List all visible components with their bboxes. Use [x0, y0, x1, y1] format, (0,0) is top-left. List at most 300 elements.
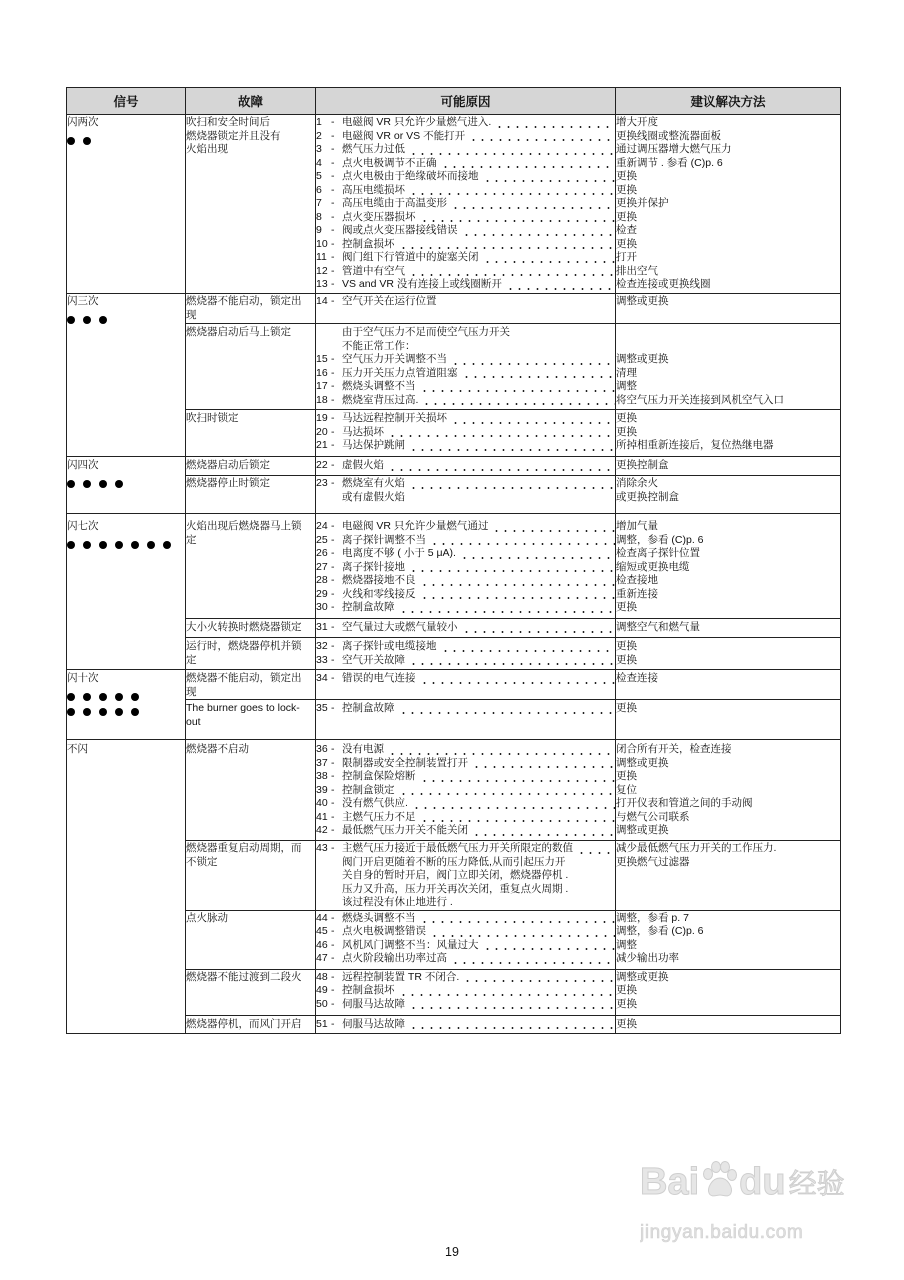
cause-number: 21: [316, 439, 328, 451]
fault-row: [67, 670, 841, 700]
cause-item: [316, 797, 615, 811]
dot-leader: [441, 650, 616, 652]
cause-separator: -: [331, 560, 335, 573]
solution-line: 增大开度: [616, 116, 658, 128]
fault-line: 大小火转换时燃烧器锁定: [186, 621, 302, 633]
fault-cell: [186, 700, 316, 740]
cause-separator: -: [331, 952, 335, 964]
cause-item: [316, 426, 615, 440]
flash-dot: [83, 137, 91, 145]
cause-number: 46: [316, 938, 328, 951]
flash-dots: [67, 316, 185, 324]
fault-line: 燃烧器不启动: [186, 743, 249, 755]
flash-dot: [99, 316, 107, 324]
solution-line: 更换线圈或整流器面板: [616, 129, 721, 142]
cause-number: 9: [316, 224, 322, 236]
cause-number: 25: [316, 533, 328, 546]
blank-line: [616, 326, 840, 340]
cause-separator: -: [331, 156, 335, 169]
dot-leader: [420, 584, 616, 586]
fault-line: 吹扫和安全时间后: [186, 116, 270, 128]
dot-leader: [412, 807, 615, 809]
cause-number: 4: [316, 156, 322, 169]
cause-text: 没有燃气供应.: [342, 797, 408, 809]
cause-cell: [316, 700, 616, 740]
cause-text: 风机风门调整不当：风量过大: [342, 938, 479, 951]
flash-dot: [67, 137, 75, 145]
cause-number: 43: [316, 842, 328, 854]
flash-dot: [83, 541, 91, 549]
cause-number: 17: [316, 380, 328, 392]
cause-separator: -: [331, 520, 335, 532]
dot-leader: [409, 274, 615, 276]
signal-cell: [67, 514, 186, 670]
cause-cell: [316, 410, 616, 457]
dot-leader: [472, 766, 615, 768]
cause-item: [316, 574, 615, 588]
cause-separator: -: [331, 533, 335, 546]
cause-number: 1: [316, 116, 322, 128]
dot-leader: [420, 597, 616, 599]
solution-line: 更换: [616, 412, 637, 424]
cause-number: 42: [316, 824, 328, 836]
fault-line: 火焰出现: [186, 143, 228, 155]
cause-separator: -: [331, 810, 335, 823]
cause-text: 点火阶段输出功率过高: [342, 952, 447, 964]
fault-line: 燃烧器停止时锁定: [186, 477, 270, 489]
fault-row: [67, 457, 841, 476]
cause-cell: [316, 969, 616, 1015]
cause-separator: -: [331, 547, 335, 559]
flash-dot: [67, 316, 75, 324]
solution-line: 增加气量: [616, 520, 658, 532]
cause-separator: -: [331, 210, 335, 223]
cause-item: [316, 672, 615, 686]
cause-text: 压力开关压力点管道阻塞: [342, 366, 458, 379]
cause-number: 41: [316, 810, 328, 823]
cause-separator: -: [331, 743, 335, 755]
cause-number: 26: [316, 547, 328, 559]
cause-item: [316, 477, 615, 491]
cause-number: 44: [316, 911, 328, 924]
cause-item: [316, 601, 615, 615]
cause-item: [316, 952, 615, 966]
cause-number: 36: [316, 743, 328, 755]
cause-number: 10: [316, 237, 328, 250]
cause-item: [316, 353, 615, 367]
cause-text: 控制盒锁定: [342, 783, 395, 796]
cause-separator: -: [331, 295, 335, 307]
cause-number: 2: [316, 129, 322, 142]
cause-item: [316, 534, 615, 548]
dot-leader: [409, 449, 615, 451]
dot-leader: [460, 557, 615, 559]
flash-dot: [131, 541, 139, 549]
dot-leader: [451, 422, 615, 424]
cause-text: 离子探针调整不当: [342, 533, 426, 546]
cause-text: 空气开关在运行位置: [342, 295, 437, 307]
flash-dots: [67, 480, 185, 488]
cause-text: 限制器或安全控制装置打开: [342, 756, 468, 769]
dot-leader: [462, 631, 616, 633]
solution-line: 重新调节 . 参看 (C)p. 6: [616, 156, 723, 169]
fault-line: 运行时，燃烧器停机并锁: [186, 640, 302, 652]
cause-separator: -: [331, 587, 335, 600]
cause-text: 控制盒故障: [342, 702, 395, 714]
solution-cell: [616, 324, 841, 410]
page-number: 19: [445, 1245, 459, 1259]
signal-label: 闪三次: [67, 295, 99, 307]
cause-item: [316, 547, 615, 561]
cause-text: 高压电缆损坏: [342, 183, 405, 196]
cause-item: [316, 770, 615, 784]
solution-line: 更换: [616, 425, 637, 438]
cause-cell: [316, 740, 616, 841]
cause-separator: -: [331, 353, 335, 365]
cause-separator: -: [331, 601, 335, 613]
cause-text: 燃烧头调整不当: [342, 380, 416, 392]
solution-line: 调整或更换: [616, 353, 669, 365]
signal-label: 不闪: [67, 743, 88, 755]
cause-number: 30: [316, 601, 328, 613]
dot-leader: [492, 530, 615, 532]
cause-item: [316, 143, 615, 157]
solution-line: 重新连接: [616, 587, 658, 600]
solution-cell: [616, 410, 841, 457]
solution-line: 减少最低燃气压力开关的工作压力.: [616, 842, 777, 854]
cause-separator: -: [331, 116, 335, 128]
cause-separator: -: [331, 278, 335, 290]
cause-item: [316, 784, 615, 798]
fault-line: 火焰出现后燃烧器马上锁: [186, 520, 302, 532]
solution-line: 清理: [616, 366, 637, 379]
paw-icon: [700, 1160, 738, 1200]
cause-number: 39: [316, 783, 328, 796]
solution-line: 消除余火: [616, 477, 658, 489]
cause-text: 控制盒损坏: [342, 237, 395, 250]
watermark-logo-cn: 经验: [788, 1168, 845, 1199]
cause-continuation: 压力又升高，压力开关再次关闭，重复点火周期 .: [342, 882, 569, 895]
cause-item: [316, 265, 615, 279]
cause-item: [316, 912, 615, 926]
flash-dots: [67, 693, 185, 701]
cause-item: [316, 394, 615, 408]
cause-number: 32: [316, 640, 328, 652]
signal-cell: [67, 670, 186, 740]
cause-text: 燃气压力过低: [342, 143, 405, 155]
solution-line: 调整: [616, 380, 637, 392]
cause-item: [316, 380, 615, 394]
cause-text: 燃烧室背压过高.: [342, 393, 419, 406]
fault-cell: [186, 670, 316, 700]
dot-leader: [462, 234, 616, 236]
cause-separator: -: [331, 653, 335, 666]
cause-item: [316, 116, 615, 130]
cause-separator: -: [331, 425, 335, 438]
flash-dot: [99, 708, 107, 716]
cause-text: 伺服马达故障: [342, 997, 405, 1010]
fault-cell: [186, 740, 316, 841]
solution-cell: [616, 670, 841, 700]
flash-dot: [131, 693, 139, 701]
dot-leader: [399, 611, 616, 613]
solution-line: 更换: [616, 997, 637, 1010]
cause-item: [316, 588, 615, 602]
cause-number: 51: [316, 1017, 328, 1030]
solution-line: 更换控制盒: [616, 459, 669, 471]
fault-line: 不锁定: [186, 855, 218, 868]
dot-leader: [420, 682, 616, 684]
dot-leader: [420, 820, 616, 822]
blank-line: [616, 340, 840, 354]
solution-line: 更换: [616, 183, 637, 196]
cause-text: 阀门组下行管道中的旋塞关闭: [342, 251, 479, 263]
dot-leader: [472, 834, 615, 836]
dot-leader: [409, 487, 615, 489]
cause-separator: -: [331, 925, 335, 937]
cause-cell: [316, 910, 616, 969]
solution-cell: [616, 740, 841, 841]
fault-cell: [186, 294, 316, 324]
cause-number: 7: [316, 197, 322, 209]
cause-item: [316, 170, 615, 184]
flash-dot: [99, 693, 107, 701]
cause-separator: -: [331, 770, 335, 782]
solution-line: 调整或更换: [616, 824, 669, 836]
cause-number: 11: [316, 251, 327, 263]
cause-number: 31: [316, 621, 328, 633]
solution-line: 打开仪表和管道之间的手动阀: [616, 797, 753, 809]
dot-leader: [388, 435, 615, 437]
solution-cell: [616, 841, 841, 911]
solution-line: 更换: [616, 702, 637, 714]
fault-cell: [186, 457, 316, 476]
dot-leader: [430, 935, 615, 937]
solution-line: 更换: [616, 237, 637, 250]
cause-text: 错误的电气连接: [342, 672, 416, 684]
solution-line: 减少输出功率: [616, 952, 679, 964]
cause-item: [316, 824, 615, 838]
fault-line: 燃烧器重复启动周期，而: [186, 842, 302, 854]
troubleshooting-table: [66, 87, 841, 1034]
solution-cell: [616, 638, 841, 670]
fault-row: [67, 294, 841, 324]
cause-item: [316, 130, 615, 144]
solution-line: 检查离子探针位置: [616, 547, 700, 559]
signal-cell: [67, 115, 186, 294]
cause-text: 主燃气压力不足: [342, 810, 416, 823]
fault-line: out: [186, 715, 201, 728]
solution-cell: [616, 115, 841, 294]
cause-item: [316, 640, 615, 654]
flash-dot: [99, 480, 107, 488]
solution-cell: [616, 969, 841, 1015]
cause-text: 阀或点火变压器接线错误: [342, 224, 458, 236]
fault-line: 定: [186, 533, 197, 546]
flash-dot: [115, 541, 123, 549]
fault-line: 吹扫时锁定: [186, 412, 239, 424]
solution-line: 更换燃气过滤器: [616, 855, 690, 868]
fault-line: 燃烧器不能过渡到二段火: [186, 970, 302, 983]
header-fault: 故障: [186, 88, 316, 115]
cause-separator: -: [331, 264, 335, 277]
cause-item: [316, 238, 615, 252]
cause-item: [316, 925, 615, 939]
cause-number: 29: [316, 587, 328, 600]
flash-dot: [67, 480, 75, 488]
solution-line: 调整或更换: [616, 756, 669, 769]
cause-text: 马达损坏: [342, 425, 384, 438]
solution-line: 调整空气和燃气量: [616, 621, 700, 633]
header-row: [67, 88, 841, 115]
fault-cell: [186, 638, 316, 670]
solution-cell: [616, 619, 841, 638]
cause-text: 高压电缆由于高温变形: [342, 197, 447, 209]
cause-text: 点火电极调整错误: [342, 925, 426, 937]
dot-leader: [399, 793, 616, 795]
cause-separator: -: [331, 251, 335, 263]
cause-continuation: 阀门开启更随着不断的压力降低,从而引起压力开: [342, 855, 566, 868]
cause-separator: -: [331, 997, 335, 1010]
cause-text: 电磁阀 VR or VS 不能打开: [342, 129, 466, 142]
fault-line: 定: [186, 653, 197, 666]
dot-leader: [399, 712, 616, 714]
cause-item: [316, 939, 615, 953]
cause-separator: -: [331, 574, 335, 586]
solution-line: 更换: [616, 770, 637, 782]
cause-number: 6: [316, 183, 322, 196]
flash-dots: [67, 137, 185, 145]
cause-item: [316, 702, 615, 716]
flash-dot: [147, 541, 155, 549]
fault-cell: [186, 115, 316, 294]
dot-leader: [399, 994, 616, 996]
cause-text: 虚假火焰: [342, 459, 384, 471]
cause-item: [316, 561, 615, 575]
dot-leader: [409, 193, 615, 195]
fault-row: [67, 740, 841, 841]
cause-cell: [316, 670, 616, 700]
cause-separator: -: [331, 143, 335, 155]
fault-line: 燃烧器锁定并且没有: [186, 129, 281, 142]
cause-cell: [316, 514, 616, 619]
cause-text: 点火电极由于绝缘破坏而接地: [342, 170, 479, 182]
fault-line: 燃烧器停机，而风门开启: [186, 1017, 302, 1030]
cause-item: [316, 984, 615, 998]
cause-continuation: 或有虚假火焰: [342, 490, 405, 503]
cause-item: [316, 184, 615, 198]
cause-item: [316, 757, 615, 771]
fault-line: The burner goes to lock-: [186, 702, 300, 714]
cause-text: 点火变压器损坏: [342, 210, 416, 223]
solution-line: 检查接地: [616, 574, 658, 586]
cause-item: [316, 412, 615, 426]
blank-line: [616, 896, 840, 910]
dot-leader: [388, 469, 615, 471]
dot-leader: [420, 780, 616, 782]
solution-cell: [616, 1015, 841, 1033]
watermark: [640, 1146, 846, 1254]
watermark-logo-left: Bai: [640, 1161, 700, 1203]
dot-leader: [469, 139, 615, 141]
cause-separator: -: [331, 797, 335, 809]
solution-cell: [616, 910, 841, 969]
cause-item: [316, 971, 615, 985]
cause-number: 48: [316, 970, 328, 983]
fault-cell: [186, 514, 316, 619]
solution-line: 调整，参看 (C)p. 6: [616, 925, 704, 937]
cause-cell: [316, 1015, 616, 1033]
cause-separator: -: [331, 783, 335, 796]
dot-leader: [483, 261, 616, 263]
cause-number: 47: [316, 952, 328, 964]
cause-number: 12: [316, 264, 328, 277]
cause-number: 8: [316, 210, 322, 223]
cause-separator: -: [331, 183, 335, 196]
solution-line: 缩短或更换电缆: [616, 560, 690, 573]
fault-cell: [186, 410, 316, 457]
cause-item: [316, 743, 615, 757]
cause-intro-line: 由于空气压力不足而使空气压力开关: [342, 326, 510, 338]
solution-line: 更换: [616, 984, 637, 996]
cause-text: 控制盒损坏: [342, 984, 395, 996]
cause-number: 40: [316, 797, 328, 809]
cause-number: 33: [316, 653, 328, 666]
cause-text: 点火电极调节不正确: [342, 156, 437, 169]
cause-text: 马达远程控制开关损坏: [342, 412, 447, 424]
cause-item: [316, 459, 615, 473]
cause-separator: -: [331, 1017, 335, 1030]
dot-leader: [409, 663, 615, 665]
fault-cell: [186, 476, 316, 514]
blank-line: [616, 883, 840, 897]
watermark-logo-right: du: [739, 1161, 786, 1203]
cause-cell: [316, 294, 616, 324]
flash-dot: [163, 541, 171, 549]
cause-continuation: 该过程没有休止地进行 .: [342, 896, 453, 908]
dot-leader: [483, 948, 616, 950]
cause-text: 控制盒保险熔断: [342, 770, 416, 782]
cause-separator: -: [331, 237, 335, 250]
dot-leader: [462, 376, 616, 378]
dot-leader: [388, 753, 615, 755]
fault-cell: [186, 1015, 316, 1033]
cause-text: 空气开关故障: [342, 653, 405, 666]
fault-cell: [186, 969, 316, 1015]
cause-separator: -: [331, 366, 335, 379]
solution-line: 打开: [616, 251, 637, 263]
cause-number: 14: [316, 295, 328, 307]
cause-item: [316, 1018, 615, 1032]
dot-leader: [420, 220, 616, 222]
dot-leader: [409, 1007, 615, 1009]
cause-separator: -: [331, 911, 335, 924]
cause-separator: -: [331, 412, 335, 424]
dot-leader: [409, 1027, 615, 1029]
cause-separator: -: [331, 224, 335, 236]
dot-leader: [451, 207, 615, 209]
dot-leader: [420, 390, 616, 392]
dot-leader: [430, 543, 615, 545]
solution-line: 所掉相重新连接后，复位热继电器: [616, 439, 774, 451]
dot-leader: [506, 288, 615, 290]
cause-cell: [316, 115, 616, 294]
cause-text: 离子探针接地: [342, 560, 405, 573]
cause-number: 34: [316, 672, 328, 684]
cause-item: [316, 251, 615, 265]
cause-separator: -: [331, 459, 335, 471]
solution-line: 更换: [616, 653, 637, 666]
